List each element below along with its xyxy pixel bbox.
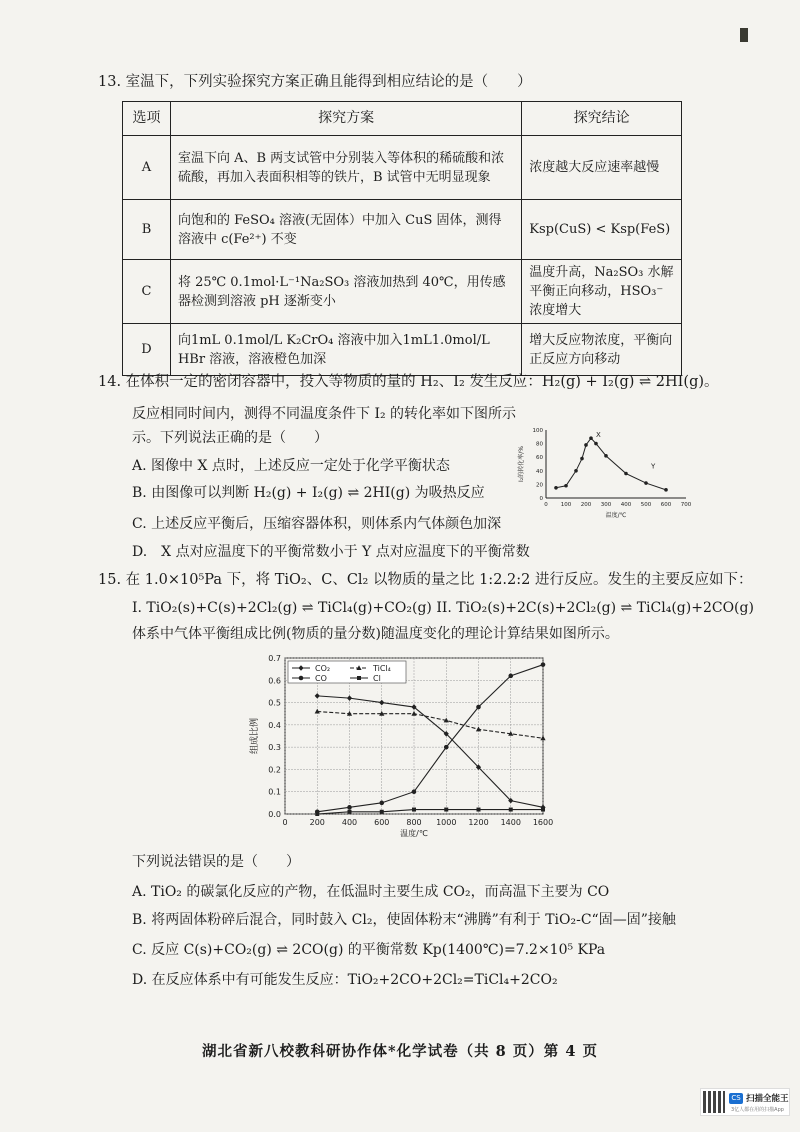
q15-option-c: C. 反应 C(s)+CO₂(g) ⇌ 2CO(g) 的平衡常数 Kp(1400℃)=7.2×10⁵ KPa [132,942,606,958]
y-tick-label: 100 [532,428,543,434]
x-tick-label: 0 [544,502,548,508]
scan-edge-mark [740,28,748,42]
scanner-subtitle: 3亿人都在用的扫描App [731,1107,784,1113]
data-point [541,808,545,812]
legend-marker [357,676,361,680]
data-point [541,662,546,667]
x-tick-label: 300 [600,502,612,508]
x-tick-label: 600 [660,502,672,508]
data-point [540,735,545,740]
y-tick-label: 0.1 [268,787,281,797]
data-point [584,443,588,447]
conversion-chart [514,424,694,524]
header-plan: 探究方案 [170,102,521,136]
series-line [317,696,543,807]
x-tick-label: 1200 [468,818,489,827]
x-tick-label: 400 [341,818,358,827]
x-tick-label: 1000 [436,818,457,827]
x-tick-label: 600 [374,818,390,827]
table-row [123,324,682,376]
legend-label: CO₂ [315,664,331,673]
data-point [380,810,384,814]
row-conclusion: 浓度越大反应速率越慢 [522,136,682,200]
data-point [477,808,481,812]
point-label: X [596,431,601,440]
y-tick-label: 0.6 [268,676,281,686]
data-point [476,727,481,732]
x-tick-label: 100 [560,502,572,508]
data-point [664,488,668,492]
data-point [412,808,416,812]
data-point [624,472,628,476]
legend-marker [299,676,304,681]
data-point [476,705,481,710]
row-conclusion: 温度升高，Na₂SO₃ 水解平衡正向移动，HSO₃⁻ 浓度增大 [522,260,682,324]
header-conclusion: 探究结论 [522,102,682,136]
q14-stem: 14. 在体积一定的密闭容器中，投入等物质的量的 H₂、I₂ 发生反应：H₂(g) + I₂(g) ⇌ 2HI(g)。 [98,374,719,390]
q15-option-d: D. 在反应体系中有可能发生反应：TiO₂+2CO+2Cl₂=TiCl₄+2CO₂ [132,972,558,988]
row-plan: 向1mL 0.1mol/L K₂CrO₄ 溶液中加入1mL1.0mol/L HBr 溶液，溶液橙色加深 [170,324,521,376]
q15-reactions: I. TiO₂(s)+C(s)+2Cl₂(g) ⇌ TiCl₄(g)+CO₂(g) II. TiO₂(s)+2C(s)+2Cl₂(g) ⇌ TiCl₄(g)+2CO(g) [132,600,754,616]
data-point [411,711,416,716]
series-line [317,665,543,812]
table-row [123,136,682,200]
y-tick-label: 0.3 [268,743,281,753]
data-point [508,674,513,679]
x-tick-label: 1600 [532,818,554,827]
x-axis-label: 温度/℃ [605,512,627,519]
y-axis-label: 组成比例 [250,717,260,755]
x-tick-label: 500 [640,502,652,508]
x-tick-label: 700 [680,502,692,508]
row-option: C [123,260,171,324]
series-line [556,438,666,490]
q13-table [122,101,682,376]
data-point [589,436,593,440]
y-tick-label: 0.4 [268,720,281,730]
data-point [604,454,608,458]
q15-stem: 15. 在 1.0×10⁵Pa 下，将 TiO₂、C、Cl₂ 以物质的量之比 1:2.2:2 进行反应。发生的主要反应如下： [98,572,753,588]
table-row [123,260,682,324]
data-point [574,469,578,473]
x-tick-label: 1400 [500,818,521,827]
q13-stem: 13. 室温下，下列实验探究方案正确且能得到相应结论的是（ ） [98,74,532,90]
y-tick-label: 60 [536,455,543,462]
table-row [123,200,682,260]
y-tick-label: 20 [536,482,543,489]
data-point [594,442,598,446]
legend-label: CO [315,674,327,683]
y-tick-label: 80 [536,441,543,448]
y-tick-label: 0.0 [268,810,281,819]
y-axis-label: I₂的转化率/% [518,446,525,482]
y-tick-label: 0.2 [268,765,281,775]
x-axis-label: 温度/℃ [400,829,428,838]
composition-chart [245,650,555,848]
data-point [580,457,584,461]
data-point [347,805,352,810]
legend-label: TiCl₄ [373,664,391,673]
q14-option-a: A. 图像中 X 点时，上述反应一定处于化学平衡状态 [132,458,450,474]
q13-table-header [123,102,682,136]
q14-stem-line3: 示。下列说法正确的是（ ） [132,430,328,446]
scanner-watermark [700,1088,790,1116]
data-point [509,808,513,812]
q15-option-a: A. TiO₂ 的碳氯化反应的产物，在低温时主要生成 CO₂，而高温下主要为 CO [132,884,610,900]
data-point [444,745,449,750]
x-tick-label: 200 [580,502,592,508]
row-option: D [123,324,171,376]
data-point [444,808,448,812]
row-conclusion: 增大反应物浓度，平衡向正反应方向移动 [522,324,682,376]
q15-option-b: B. 将两固体粉碎后混合，同时鼓入 Cl₂，使固体粉末“沸腾”有利于 TiO₂-C“固—固”接触 [132,912,676,928]
data-point [554,486,558,490]
page-footer: 湖北省新八校教科研协作体*化学试卷（共 8 页）第 4 页 [202,1043,598,1060]
scanner-name: 扫描全能王 [746,1094,789,1104]
data-point [379,801,384,806]
q15-stem-line2: 体系中气体平衡组成比例(物质的量分数)随温度变化的理论计算结果如图所示。 [132,626,619,642]
q14-option-d: D. X 点对应温度下的平衡常数小于 Y 点对应温度下的平衡常数 [132,544,530,560]
y-tick-label: 0.7 [268,654,281,663]
row-plan: 将 25℃ 0.1mol·L⁻¹Na₂SO₃ 溶液加热到 40℃，用传感器检测到溶液 pH 逐渐变小 [170,260,521,324]
data-point [644,481,648,485]
q14-stem-line2: 反应相同时间内，测得不同温度条件下 I₂ 的转化率如下图所示 [132,406,517,422]
q14-option-b: B. 由图像可以判断 H₂(g) + I₂(g) ⇌ 2HI(g) 为吸热反应 [132,485,485,501]
row-option: B [123,200,171,260]
x-tick-label: 800 [406,818,422,827]
data-point [347,695,352,701]
row-option: A [123,136,171,200]
point-label: Y [651,462,656,471]
row-conclusion: Ksp(CuS) < Ksp(FeS) [522,200,682,260]
header-option: 选项 [123,102,171,136]
data-point [315,812,319,816]
y-tick-label: 40 [536,468,543,475]
y-tick-label: 0 [539,496,543,502]
y-tick-label: 0.5 [268,698,281,708]
data-point [412,789,417,794]
data-point [379,700,384,706]
row-plan: 向饱和的 FeSO₄ 溶液(无固体）中加入 CuS 固体，测得溶液中 c(Fe²⁺) 不变 [170,200,521,260]
q14-option-c: C. 上述反应平衡后，压缩容器体积，则体系内气体颜色加深 [132,516,502,532]
x-tick-label: 0 [282,818,288,827]
x-tick-label: 200 [309,818,325,827]
x-tick-label: 400 [620,502,632,508]
scanner-logo: CS [729,1093,743,1104]
data-point [348,810,352,814]
data-point [564,484,568,488]
data-point [315,693,320,699]
q15-question: 下列说法错误的是（ ） [132,854,300,870]
legend-label: Cl [373,674,381,683]
qr-code-icon [703,1091,725,1113]
row-plan: 室温下向 A、B 两支试管中分别装入等体积的稀硫酸和浓硫酸，再加入表面积相等的铁片，B 试管中无明显现象 [170,136,521,200]
